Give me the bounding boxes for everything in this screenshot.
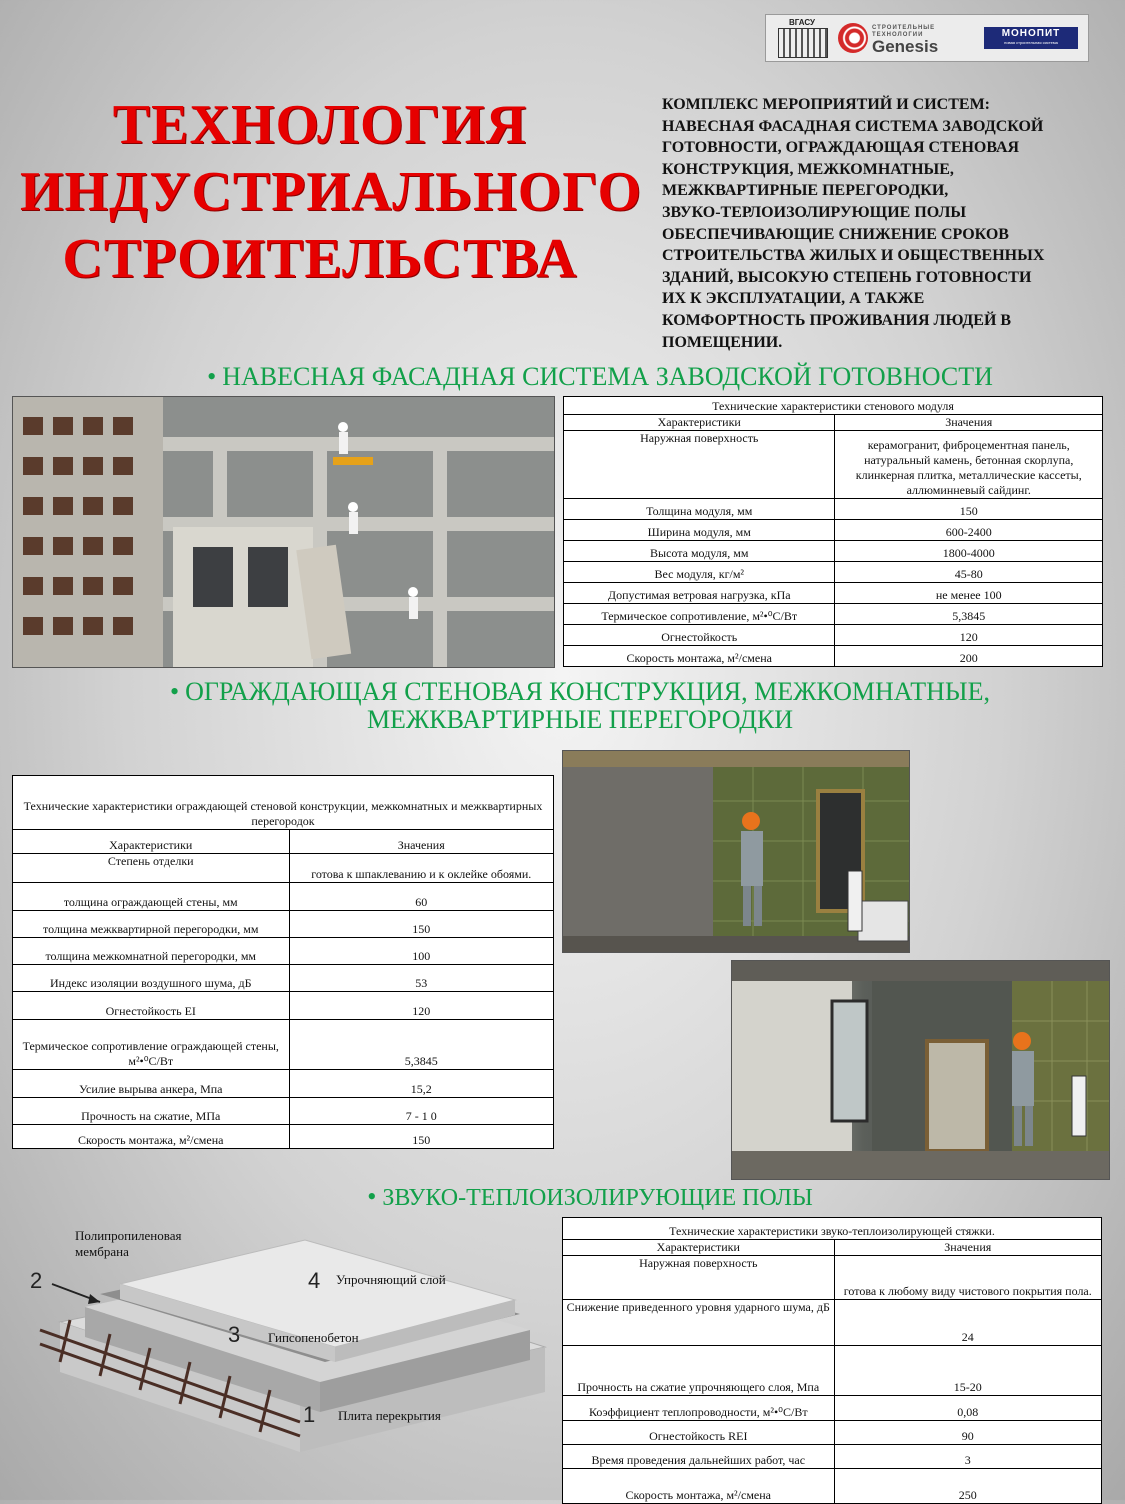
- table-row: Наружная поверхность готова к любому виду чистового покрытия пола.: [563, 1256, 1102, 1300]
- table-title: Технические характеристики звуко-теплоизолирующей стяжки.: [563, 1218, 1102, 1240]
- table-row: Коэффициент теплопроводности, м²•⁰С/Вт 0,08: [563, 1396, 1102, 1421]
- table-row: Термическое сопротивление ограждающей стены, м²•⁰С/Вт 5,3845: [13, 1020, 554, 1070]
- table-header-value: Значения: [835, 415, 1103, 431]
- section-heading-floors: [320, 1182, 860, 1212]
- table-header-value: Значения: [289, 830, 554, 854]
- table-row: Допустимая ветровая нагрузка, кПа не менее 100: [564, 583, 1103, 604]
- vgasu-logo: [772, 18, 832, 58]
- table-row: Скорость монтажа, м²/смена 250: [563, 1469, 1102, 1504]
- layer-number-4: 4: [308, 1268, 321, 1293]
- table-row: Усилие вырыва анкера, Мпа 15,2: [13, 1070, 554, 1098]
- facade-module-table: [563, 396, 1103, 667]
- table-row: Термическое сопротивление, м²•⁰С/Вт 5,3845: [564, 604, 1103, 625]
- monopit-logo-subtitle: новая строительная система: [1004, 40, 1058, 45]
- table-header-characteristic: Характеристики: [563, 1240, 835, 1256]
- building-icon: [778, 28, 828, 58]
- table-title: Технические характеристики ограждающей стеновой конструкции, межкомнатных и межквартирных перегородок: [13, 776, 554, 830]
- table-row: Огнестойкость EI 120: [13, 992, 554, 1020]
- table-header-value: Значения: [834, 1240, 1101, 1256]
- table-row: Толщина модуля, мм 150: [564, 499, 1103, 520]
- table-row: Время проведения дальнейших работ, час 3: [563, 1445, 1102, 1469]
- table-title: Технические характеристики стенового модуля: [564, 397, 1103, 415]
- bullet: •: [170, 677, 180, 706]
- table-row: Прочность на сжатие, МПа 7 - 1 0: [13, 1098, 554, 1125]
- table-row: Скорость монтажа, м²/смена 150: [13, 1125, 554, 1149]
- genesis-logo: [838, 19, 968, 57]
- genesis-logo-subtitle: СТРОИТЕЛЬНЫЕ ТЕХНОЛОГИИ: [872, 25, 936, 38]
- wall-structure-table: [12, 775, 554, 1149]
- table-row: Степень отделки готова к шпаклеванию и к оклейке обоями.: [13, 854, 554, 883]
- page-title: ТЕХНОЛОГИЯ ИНДУСТРИАЛЬНОГО СТРОИТЕЛЬСТВА: [20, 94, 643, 290]
- section-heading-text: ЗВУКО-ТЕПЛОИЗОЛИРУЮЩИЕ ПОЛЫ: [382, 1185, 813, 1211]
- table-row: Скорость монтажа, м²/смена 200: [564, 646, 1103, 667]
- table-row: Вес модуля, кг/м² 45-80: [564, 562, 1103, 583]
- table-header-characteristic: Характеристики: [13, 830, 290, 854]
- vgasu-logo-text: ВГАСУ: [788, 18, 816, 27]
- floor-screed-table: [562, 1217, 1102, 1504]
- bullet: •: [207, 362, 217, 391]
- layer-number-3: 3: [228, 1322, 241, 1347]
- bullet: •: [367, 1182, 377, 1211]
- layer-4-label: Упрочняющий слой: [336, 1272, 446, 1287]
- section-heading-facade: [180, 362, 1020, 392]
- facade-construction-photo: [12, 396, 555, 668]
- table-row: Огнестойкость REI 90: [563, 1421, 1102, 1445]
- section-heading-walls: [140, 678, 1020, 734]
- table-row: толщина ограждающей стены, мм 60: [13, 883, 554, 911]
- wall-spraying-photo: [562, 750, 910, 953]
- table-row: Ширина модуля, мм 600-2400: [564, 520, 1103, 541]
- table-row: Индекс изоляции воздушного шума, дБ 53: [13, 965, 554, 992]
- intro-text: КОМПЛЕКС МЕРОПРИЯТИЙ И СИСТЕМ: НАВЕСНАЯ ФАСАДНАЯ СИСТЕМА ЗАВОДСКОЙ ГОТОВНОСТИ, ОГРАЖДАЮЩАЯ СТЕНОВАЯ КОНСТРУКЦИЯ, МЕЖКОМНАТНЫЕ, МЕЖКВАРТИРНЫЕ ПЕРЕГОРОДКИ, ЗВУКО-ТЕРЛОИЗОЛИРУЮЩИЕ ПОЛЫ ОБЕСПЕЧИВАЮЩИЕ СНИЖЕНИЕ СРОКОВ СТРОИТЕЛЬСТВА ЖИЛЫХ И ОБЩЕСТВЕННЫХ ЗДАНИЙ, ВЫСОКУЮ СТЕПЕНЬ ГОТОВНОСТИ ИХ К ЭКСПЛУАТАЦИИ, А ТАКЖЕ КОМФОРТНОСТЬ ПРОЖИВАНИЯ ЛЮДЕЙ В ПОМЕЩЕНИИ.: [662, 96, 1045, 351]
- table-row: Наружная поверхность керамогранит, фиброцементная панель, натуральный камень, бетонная скорлупа, клинкерная плитка, металлические кассеты, аллюминневый сайдинг.: [564, 431, 1103, 499]
- section-heading-text: МЕЖКВАРТИРНЫЕ ПЕРЕГОРОДКИ: [366, 705, 794, 734]
- section-heading-text: НАВЕСНАЯ ФАСАДНАЯ СИСТЕМА ЗАВОДСКОЙ ГОТОВНОСТИ: [222, 362, 993, 391]
- layer-number-1: 1: [303, 1402, 316, 1427]
- layer-3-label: Гипсопенобетон: [268, 1330, 359, 1345]
- layer-number-2: 2: [30, 1268, 43, 1293]
- table-row: Снижение приведенного уровня ударного шума, дБ 24: [563, 1300, 1102, 1346]
- table-row: Высота модуля, мм 1800-4000: [564, 541, 1103, 562]
- monopit-logo-name: МОНОПИТ: [1001, 28, 1061, 39]
- table-header-characteristic: Характеристики: [564, 415, 835, 431]
- membrane-label: Полипропиленовая мембрана: [75, 1228, 182, 1259]
- section-heading-text: ОГРАЖДАЮЩАЯ СТЕНОВАЯ КОНСТРУКЦИЯ, МЕЖКОМНАТНЫЕ,: [185, 677, 990, 706]
- swirl-icon: [838, 23, 868, 53]
- monopit-logo: [984, 27, 1078, 49]
- genesis-logo-name: Genesis: [872, 37, 939, 56]
- wall-plastering-photo: [731, 960, 1110, 1180]
- table-row: толщина межквартирной перегородки, мм 150: [13, 911, 554, 938]
- table-row: Огнестойкость 120: [564, 625, 1103, 646]
- table-row: Прочность на сжатие упрочняющего слоя, Мпа 15-20: [563, 1346, 1102, 1396]
- table-row: толщина межкомнатной перегородки, мм 100: [13, 938, 554, 965]
- floor-layers-diagram: [0, 1212, 560, 1500]
- logo-strip: [765, 14, 1089, 62]
- layer-1-label: Плита перекрытия: [338, 1408, 441, 1423]
